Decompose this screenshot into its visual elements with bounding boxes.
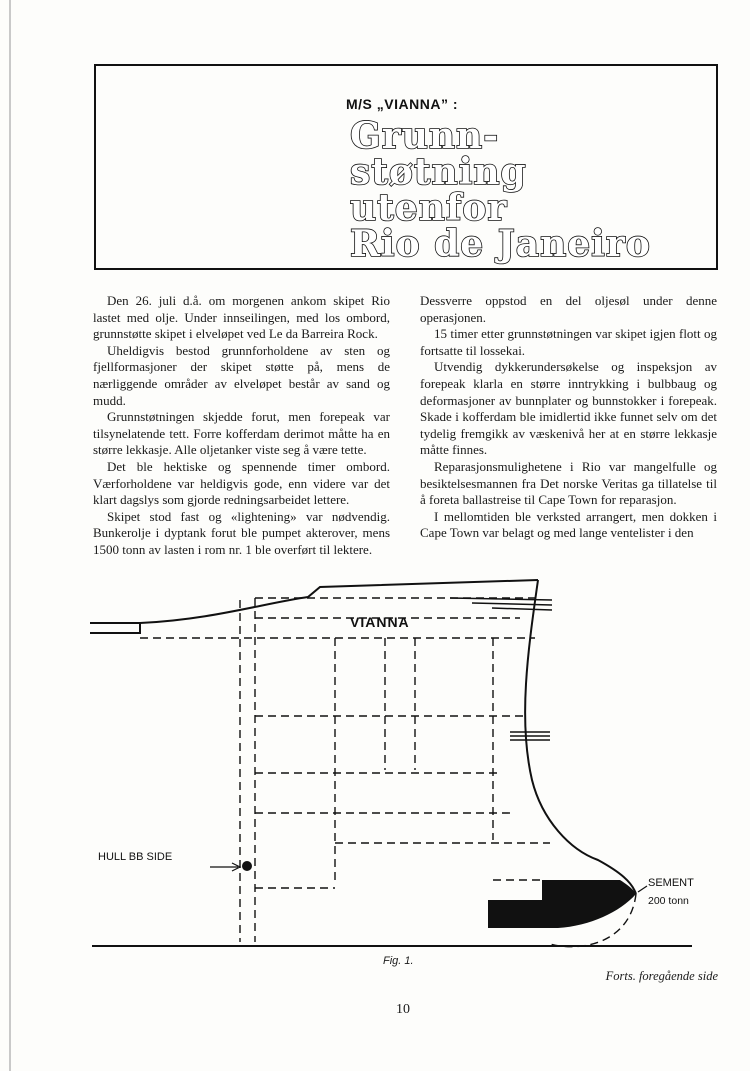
- ship-name-label: VIANNA: [350, 614, 410, 630]
- headline-line: Rio de Janeiro: [350, 223, 651, 265]
- paragraph: Den 26. juli d.å. om morgenen ankom skipet Rio lastet med olje. Under innseilingen, med los ombord, grunnstøtte skipet i elveløpet ved Le da Barreira Rock.: [93, 293, 390, 342]
- article-column-left: [93, 293, 390, 559]
- paragraph: Skipet stod fast og «lightening» var nødvendig. Bunkerolje i dyptank forut ble pumpet akterover, mens 1500 tonn av lasten i rom nr. 1 ble overført til lektere.: [93, 508, 390, 557]
- cement-amount: 200 tonn: [648, 895, 689, 907]
- page-number: 10: [396, 1002, 410, 1017]
- headline-line: utenfor: [350, 187, 508, 229]
- cement-pointer: [638, 886, 647, 892]
- paragraph: 15 timer etter grunnstøtningen var skipet igjen flott og fortsatte til lossekai.: [420, 326, 717, 358]
- paragraph: Uheldigvis bestod grunnforholdene av sten og fjellformasjoner der skipet støtte på, mens de nærliggende områder av elveløpet består av sand og mudd.: [93, 342, 390, 408]
- headline-line: Grunn-: [350, 115, 500, 157]
- headline-line: støtning: [350, 151, 527, 193]
- ship-kicker: M/S „VIANNA” :: [346, 96, 458, 112]
- paragraph: Grunnstøtningen skjedde forut, men forepeak var tilsynelatende tett. Forre kofferdam derimot måtte ha en større lekkasje. Alle oljetanker viste seg å være tette.: [93, 409, 390, 458]
- hull-bb-side-label: HULL BB SIDE: [98, 851, 173, 863]
- headline: [350, 115, 651, 265]
- paragraph: I mellomtiden ble verksted arrangert, men dokken i Cape Town var belagt og med lange ventelister i den: [420, 508, 717, 541]
- continuation-note: Forts. foregående side: [605, 969, 718, 983]
- hull-breach-marker: [242, 861, 252, 871]
- deck-stripes: [450, 598, 552, 740]
- title-box: [94, 64, 718, 270]
- paragraph: Reparasjonsmulighetene i Rio var mangelfulle og besiktelsesmannen fra Det norske Veritas ga tillatelse til å foreta ballastreise til Cape Town for reparasjon.: [420, 458, 717, 508]
- paragraph: Dessverre oppstod en del oljesøl under denne operasjonen.: [420, 293, 717, 325]
- cement-label: SEMENT: [648, 877, 694, 889]
- figure-caption: Fig. 1.: [383, 955, 414, 967]
- binding-margin-line: [9, 0, 11, 1071]
- article-column-right: [420, 293, 717, 542]
- ship-bow-diagram: [80, 560, 740, 955]
- paragraph: Utvendig dykkerundersøkelse og inspeksjon av forepeak klarla en større inntrykking i bulbbaug og deformasjoner av bunnplater og bunnstokker i forepeak. Skade i kofferdam ble imidlertid ikke funnet selv om det tydelig fremgikk av væskenivå her at en større lekkasje måtte finnes.: [420, 359, 717, 458]
- cement-fill: [346, 880, 636, 928]
- paragraph: Det ble hektiske og spennende timer ombord. Værforholdene var heldigvis gode, enn videre var det klart dagslys som gjorde redningsarbeidet lettere.: [93, 458, 390, 508]
